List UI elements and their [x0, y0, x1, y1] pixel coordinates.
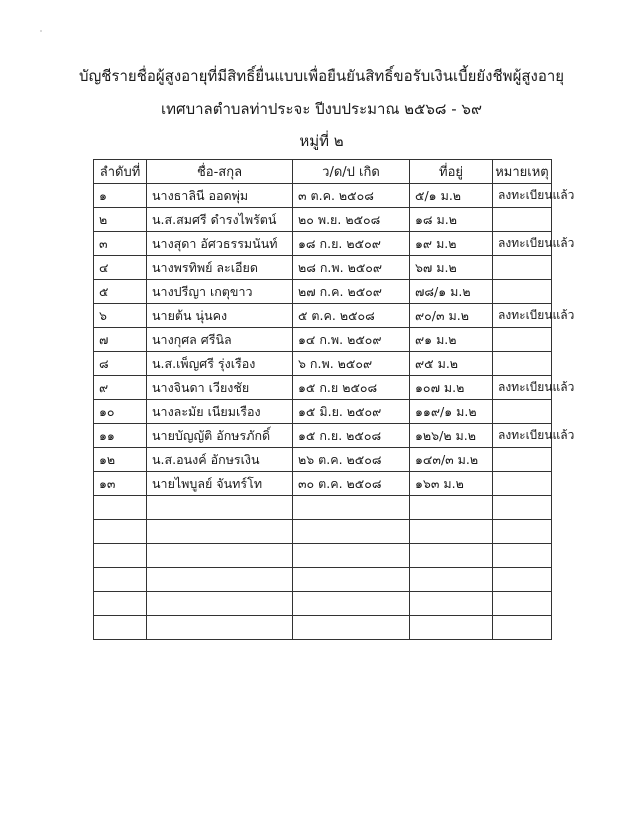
- cell-address: ๕/๑ ม.๒: [410, 184, 493, 208]
- cell-number: ๔: [94, 256, 147, 280]
- cell-birth-date: ๑๕ มิ.ย. ๒๕๐๙: [293, 400, 410, 424]
- table-row: [94, 256, 552, 280]
- header-name: ชื่อ-สกุล: [147, 160, 293, 184]
- cell-birth-date: ๒๗ ก.ค. ๒๕๐๙: [293, 280, 410, 304]
- blank-table-row: [94, 592, 552, 616]
- blank-cell: [493, 616, 552, 640]
- table-row: [94, 208, 552, 232]
- blank-cell: [94, 568, 147, 592]
- table-header-row: [94, 160, 552, 184]
- blank-cell: [410, 616, 493, 640]
- cell-address: ๑๙ ม.๒: [410, 232, 493, 256]
- blank-cell: [293, 544, 410, 568]
- table-row: [94, 304, 552, 328]
- table-row: [94, 352, 552, 376]
- cell-name: นางสุดา อัศวธรรมนันท์: [147, 232, 293, 256]
- cell-birth-date: ๑๕ ก.ย. ๒๕๐๘: [293, 424, 410, 448]
- cell-address: ๑๘ ม.๒: [410, 208, 493, 232]
- cell-number: ๙: [94, 376, 147, 400]
- blank-cell: [410, 568, 493, 592]
- cell-birth-date: ๒๖ ต.ค. ๒๕๐๘: [293, 448, 410, 472]
- cell-number: ๒: [94, 208, 147, 232]
- table-row: [94, 184, 552, 208]
- cell-address: ๑๖๓ ม.๒: [410, 472, 493, 496]
- cell-name: นายไพบูลย์ จันทร์โท: [147, 472, 293, 496]
- table-row: [94, 232, 552, 256]
- cell-remark: ลงทะเบียนแล้ว: [493, 376, 552, 400]
- table-row: [94, 376, 552, 400]
- table-row: [94, 424, 552, 448]
- cell-remark: [493, 280, 552, 304]
- cell-address: ๙๑ ม.๒: [410, 328, 493, 352]
- cell-birth-date: ๒๐ พ.ย. ๒๕๐๘: [293, 208, 410, 232]
- elderly-roster-table: [93, 159, 575, 640]
- cell-number: ๘: [94, 352, 147, 376]
- cell-birth-date: ๓ ต.ค. ๒๕๐๘: [293, 184, 410, 208]
- table-row: [94, 328, 552, 352]
- blank-cell: [94, 544, 147, 568]
- document-subtitle: เทศบาลตำบลท่าประจะ ปีงบประมาณ ๒๕๖๘ - ๖๙: [161, 100, 482, 118]
- blank-cell: [493, 496, 552, 520]
- blank-table-row: [94, 496, 552, 520]
- header-birth-date: ว/ด/ป เกิด: [293, 160, 410, 184]
- cell-address: ๑๔๓/๓ ม.๒: [410, 448, 493, 472]
- cell-name: นายบัญญัติ อักษรภักดิ์: [147, 424, 293, 448]
- cell-address: ๙๐/๓ ม.๒: [410, 304, 493, 328]
- blank-cell: [410, 496, 493, 520]
- blank-cell: [493, 592, 552, 616]
- blank-cell: [94, 496, 147, 520]
- document-title: บัญชีรายชื่อผู้สูงอายุที่มีสิทธิ์ยื่นแบบเพื่อยืนยันสิทธิ์ขอรับเงินเบี้ยยังชีพผู้สูงอายุ: [78, 67, 565, 85]
- cell-address: ๙๕ ม.๒: [410, 352, 493, 376]
- cell-remark: [493, 448, 552, 472]
- cell-birth-date: ๑๕ ก.ย ๒๕๐๘: [293, 376, 410, 400]
- cell-birth-date: ๕ ต.ค. ๒๕๐๘: [293, 304, 410, 328]
- blank-table-row: [94, 568, 552, 592]
- cell-name: นางจินดา เวียงชัย: [147, 376, 293, 400]
- cell-name: น.ส.สมศรี ดำรงไพรัตน์: [147, 208, 293, 232]
- cell-number: ๕: [94, 280, 147, 304]
- blank-table-row: [94, 616, 552, 640]
- cell-birth-date: ๒๘ ก.พ. ๒๕๐๙: [293, 256, 410, 280]
- blank-cell: [293, 592, 410, 616]
- blank-cell: [410, 544, 493, 568]
- table-row: [94, 280, 552, 304]
- village-group: หมู่ที่ ๒: [299, 132, 344, 150]
- table-row: [94, 472, 552, 496]
- cell-address: ๗๘/๑ ม.๒: [410, 280, 493, 304]
- scan-speck: [40, 30, 42, 32]
- cell-birth-date: ๓๐ ต.ค. ๒๕๐๘: [293, 472, 410, 496]
- blank-cell: [94, 592, 147, 616]
- cell-birth-date: ๖ ก.พ. ๒๕๐๙: [293, 352, 410, 376]
- blank-cell: [147, 520, 293, 544]
- cell-remark: ลงทะเบียนแล้ว: [493, 184, 552, 208]
- cell-address: ๑๑๙/๑ ม.๒: [410, 400, 493, 424]
- header-number: ลำดับที่: [94, 160, 147, 184]
- cell-remark: [493, 352, 552, 376]
- blank-cell: [293, 568, 410, 592]
- cell-remark: ลงทะเบียนแล้ว: [493, 424, 552, 448]
- table-row: [94, 400, 552, 424]
- blank-table-row: [94, 544, 552, 568]
- cell-name: นางละมัย เนียมเรือง: [147, 400, 293, 424]
- blank-cell: [147, 616, 293, 640]
- cell-remark: ลงทะเบียนแล้ว: [493, 304, 552, 328]
- blank-cell: [410, 592, 493, 616]
- cell-remark: ลงทะเบียนแล้ว: [493, 232, 552, 256]
- blank-cell: [493, 544, 552, 568]
- cell-name: นางปรีญา เกตุขาว: [147, 280, 293, 304]
- cell-number: ๑๐: [94, 400, 147, 424]
- cell-remark: [493, 472, 552, 496]
- blank-cell: [94, 520, 147, 544]
- blank-cell: [493, 520, 552, 544]
- table-row: [94, 448, 552, 472]
- blank-cell: [293, 496, 410, 520]
- cell-remark: [493, 328, 552, 352]
- cell-remark: [493, 208, 552, 232]
- blank-cell: [147, 544, 293, 568]
- blank-cell: [94, 616, 147, 640]
- cell-number: ๑๑: [94, 424, 147, 448]
- blank-cell: [293, 520, 410, 544]
- header-address: ที่อยู่: [410, 160, 493, 184]
- cell-remark: [493, 256, 552, 280]
- blank-cell: [410, 520, 493, 544]
- cell-number: ๗: [94, 328, 147, 352]
- cell-remark: [493, 400, 552, 424]
- cell-name: นางธาลินี ออดพุ่ม: [147, 184, 293, 208]
- table-body: [94, 184, 575, 640]
- blank-cell: [493, 568, 552, 592]
- blank-cell: [147, 496, 293, 520]
- cell-name: น.ส.เพ็ญศรี รุ่งเรือง: [147, 352, 293, 376]
- blank-cell: [147, 592, 293, 616]
- blank-cell: [147, 568, 293, 592]
- cell-name: นางพรทิพย์ ละเอียด: [147, 256, 293, 280]
- cell-number: ๑๓: [94, 472, 147, 496]
- cell-number: ๑: [94, 184, 147, 208]
- blank-table-row: [94, 520, 552, 544]
- cell-number: ๑๒: [94, 448, 147, 472]
- cell-birth-date: ๑๔ ก.พ. ๒๕๐๙: [293, 328, 410, 352]
- cell-name: น.ส.อนงค์ อักษรเงิน: [147, 448, 293, 472]
- header-remark: หมายเหตุ: [493, 160, 552, 184]
- cell-address: ๖๗ ม.๒: [410, 256, 493, 280]
- blank-cell: [293, 616, 410, 640]
- cell-address: ๑๐๗ ม.๒: [410, 376, 493, 400]
- cell-number: ๓: [94, 232, 147, 256]
- cell-address: ๑๒๖/๒ ม.๒: [410, 424, 493, 448]
- cell-name: นางกุศล ศรีนิล: [147, 328, 293, 352]
- cell-birth-date: ๑๘ ก.ย. ๒๕๐๙: [293, 232, 410, 256]
- cell-number: ๖: [94, 304, 147, 328]
- cell-name: นายต้น นุ่นคง: [147, 304, 293, 328]
